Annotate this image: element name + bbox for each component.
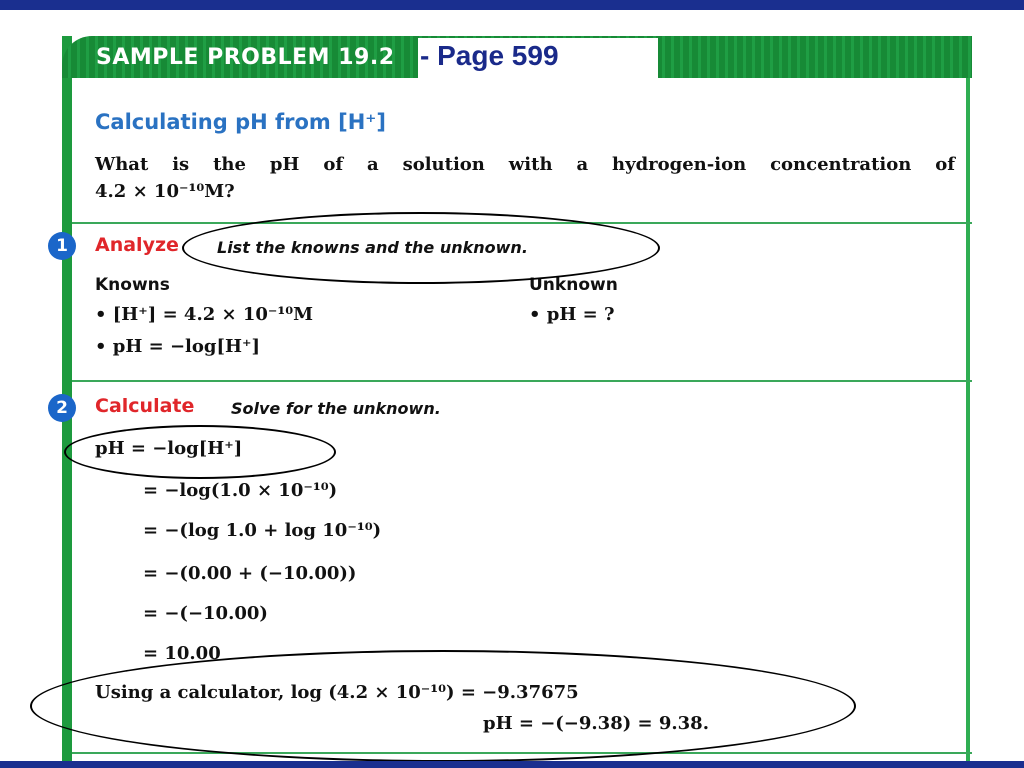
sample-problem-title: SAMPLE PROBLEM 19.2 xyxy=(96,45,395,70)
calculation-step: = −log(1.0 × 10⁻¹⁰) xyxy=(143,480,338,501)
box-right-border xyxy=(966,76,970,762)
ph-result: pH = −(−9.38) = 9.38. xyxy=(483,713,709,734)
question-line-2: 4.2 × 10⁻¹⁰M? xyxy=(95,181,235,202)
problem-subtitle: Calculating pH from [H⁺] xyxy=(95,110,386,134)
unknown-heading: Unknown xyxy=(529,275,618,295)
page-reference: - Page 599 xyxy=(420,40,559,71)
known-item: • pH = −log[H⁺] xyxy=(95,336,261,357)
calculate-instruction: Solve for the unknown. xyxy=(231,399,441,418)
calculation-step: = −(−10.00) xyxy=(143,603,268,624)
calculation-step: = 10.00 xyxy=(143,643,221,664)
highlight-ellipse xyxy=(64,425,336,479)
ph-formula: pH = −log[H⁺] xyxy=(95,438,243,459)
highlight-ellipse xyxy=(30,650,856,762)
unknown-item: • pH = ? xyxy=(529,304,615,325)
step-2-icon: 2 xyxy=(48,394,76,422)
analyze-label: Analyze xyxy=(95,234,179,256)
slide-bottom-bar xyxy=(0,761,1024,768)
question-line-1: What is the pH of a solution with a hydrogen-ion concentration of xyxy=(95,154,955,175)
highlight-ellipse xyxy=(182,212,660,284)
page-reference-box xyxy=(418,38,658,78)
knowns-heading: Knowns xyxy=(95,275,170,295)
slide-top-bar xyxy=(0,0,1024,10)
section-divider xyxy=(72,380,972,382)
calculate-label: Calculate xyxy=(95,395,195,417)
step-1-icon: 1 xyxy=(48,232,76,260)
known-item: • [H⁺] = 4.2 × 10⁻¹⁰M xyxy=(95,304,314,325)
analyze-instruction: List the knowns and the unknown. xyxy=(217,238,528,257)
calculation-step: = −(log 1.0 + log 10⁻¹⁰) xyxy=(143,520,382,541)
calculation-step: = −(0.00 + (−10.00)) xyxy=(143,563,357,584)
calculator-line: Using a calculator, log (4.2 × 10⁻¹⁰) = −9.37675 xyxy=(95,682,579,703)
